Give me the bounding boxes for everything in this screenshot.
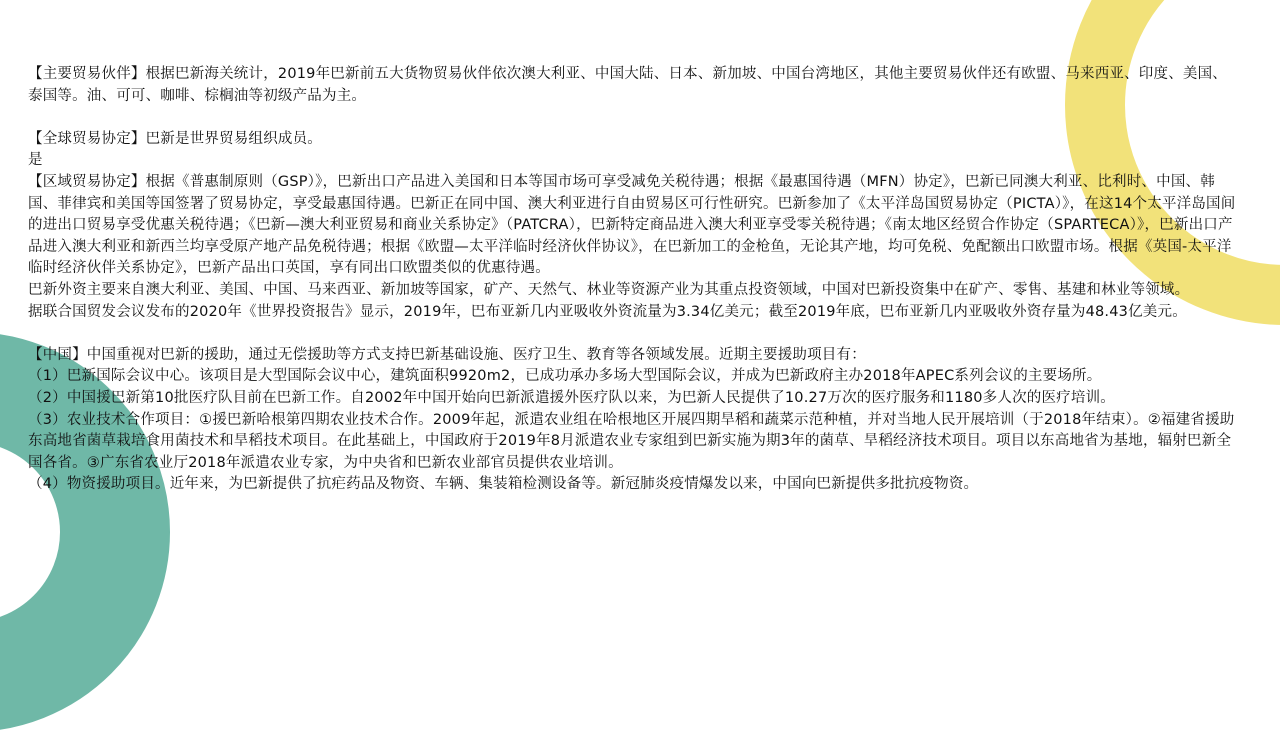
paragraph-aid-item-1: （1）巴新国际会议中心。该项目是大型国际会议中心，建筑面积9920m2，已成功承办多场大型国际会议，并成为巴新政府主办2018年APEC系列会议的主要场所。: [28, 368, 1102, 385]
paragraph-aid-item-3: （3）农业技术合作项目：①援巴新哈根第四期农业技术合作。2009年起，派遣农业组在哈根地区开展四期旱稻和蔬菜示范种植，并对当地人民开展培训（于2018年结束）。②福建省援助东高地省菌草栽培食用菌技术和旱稻技术项目。在此基础上，中国政府于2019年8月派遣农业专家组到巴新实施为期3年的菌草、旱稻经济技术项目。项目以东高地省为基地，辐射巴新全国各省。③广东省农业厅2018年派遣农业专家，为中央省和巴新农业部官员提供农业培训。: [28, 411, 1235, 471]
paragraph-aid-item-2: （2）中国援巴新第10批医疗队目前在巴新工作。自2002年中国开始向巴新派遣援外医疗队以来，为巴新人民提供了10.27万次的医疗服务和1180多人次的医疗培训。: [28, 389, 1115, 406]
spacer: [28, 107, 1238, 129]
document-body: [28, 64, 1238, 496]
paragraph-investment-report: 据联合国贸发会议发布的2020年《世界投资报告》显示，2019年，巴布亚新几内亚吸收外资流量为3.34亿美元；截至2019年底，巴布亚新几内亚吸收外资存量为48.43亿美元。: [28, 303, 1187, 320]
paragraph-china-aid-intro: 【中国】中国重视对巴新的援助，通过无偿援助等方式支持巴新基础设施、医疗卫生、教育等各领域发展。近期主要援助项目有：: [28, 346, 866, 363]
paragraph-aid-item-4: （4）物资援助项目。近年来，为巴新提供了抗疟药品及物资、车辆、集装箱检测设备等。新冠肺炎疫情爆发以来，中国向巴新提供多批抗疫物资。: [28, 476, 979, 493]
spacer: [28, 323, 1238, 345]
paragraph-global-trade-agreements: 【全球贸易协定】巴新是世界贸易组织成员。: [28, 130, 322, 147]
paragraph-trade-partners: 【主要贸易伙伴】根据巴新海关统计，2019年巴新前五大货物贸易伙伴依次澳大利亚、中国大陆、日本、新加坡、中国台湾地区，其他主要贸易伙伴还有欧盟、马来西亚、印度、美国、泰国等。油、可可、咖啡、棕榈油等初级产品为主。: [28, 66, 1227, 104]
paragraph-stray-text: 是: [28, 152, 43, 169]
paragraph-foreign-investment-sources: 巴新外资主要来自澳大利亚、美国、中国、马来西亚、新加坡等国家，矿产、天然气、林业等资源产业为其重点投资领域，中国对巴新投资集中在矿产、零售、基建和林业等领域。: [28, 281, 1190, 298]
paragraph-regional-trade-agreements: 【区域贸易协定】根据《普惠制原则（GSP）》，巴新出口产品进入美国和日本等国市场可享受减免关税待遇；根据《最惠国待遇（MFN）协定》，巴新已同澳大利亚、比利时、中国、韩国、菲律宾和美国等国签署了贸易协定，享受最惠国待遇。巴新正在同中国、澳大利亚进行自由贸易区可行性研究。巴新参加了《太平洋岛国贸易协定（PICTA）》，在这14个太平洋岛国间的进出口贸易享受优惠关税待遇；《巴新—澳大利亚贸易和商业关系协定》（PATCRA），巴新特定商品进入澳大利亚享受零关税待遇；《南太地区经贸合作协定（SPARTECA）》，巴新出口产品进入澳大利亚和新西兰均享受原产地产品免税待遇；根据《欧盟—太平洋临时经济伙伴协议》，在巴新加工的金枪鱼，无论其产地，均可免税、免配额出口欧盟市场。根据《英国-太平洋临时经济伙伴关系协定》，巴新产品出口英国，享有同出口欧盟类似的优惠待遇。: [28, 173, 1236, 277]
